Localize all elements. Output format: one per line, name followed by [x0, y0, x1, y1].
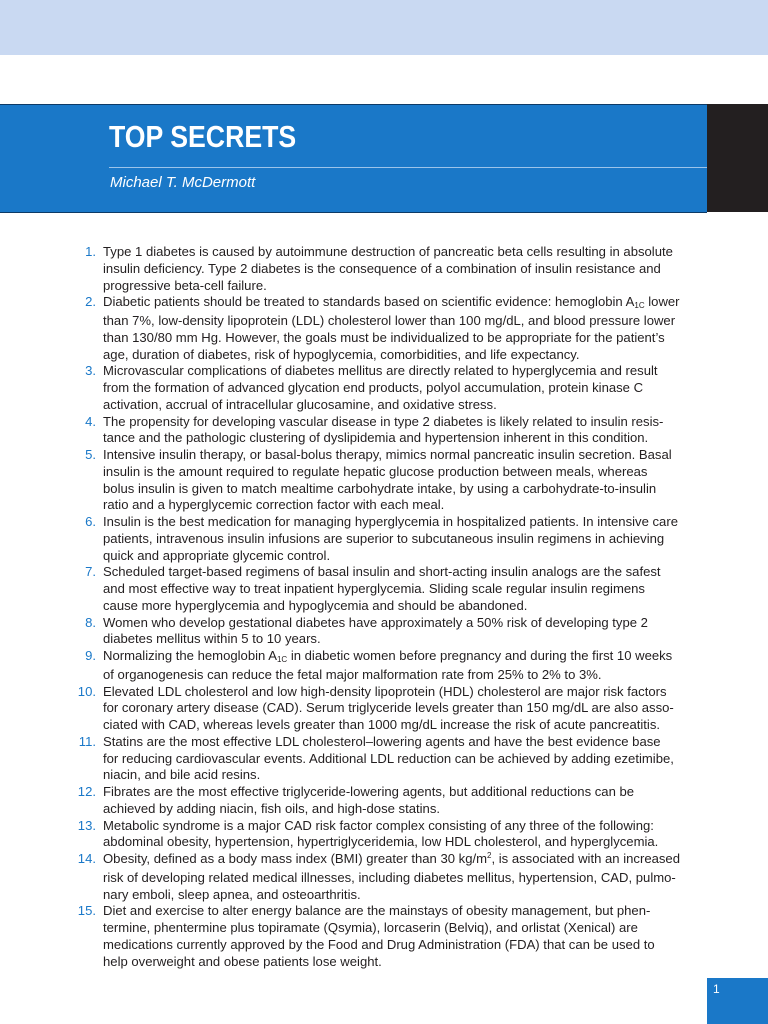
text-segment: and most effective way to treat inpatient hyperglycemia. Sliding scale regular insulin regimens — [103, 581, 645, 596]
text-segment: , is associated with an increased — [491, 851, 680, 866]
item-text-line — [103, 261, 712, 278]
text-segment: Women who develop gestational diabetes have approximately a 50% risk of developing type 2 — [103, 614, 648, 630]
item-number: 11. — [78, 733, 96, 749]
item-text-line — [103, 278, 712, 295]
list-item — [60, 244, 712, 294]
item-text-line — [103, 430, 712, 447]
item-text-line — [103, 447, 712, 464]
item-text-line — [103, 548, 712, 565]
text-segment: lower — [644, 294, 680, 310]
item-text-line — [103, 514, 712, 531]
chapter-banner — [0, 104, 707, 213]
text-segment: Microvascular complications of diabetes mellitus are directly related to hyperglycemia and result — [103, 363, 658, 379]
top-color-strip — [0, 0, 768, 55]
item-text-line — [103, 648, 712, 667]
text-segment: Insulin is the best medication for managing hyperglycemia in hospitalized patients. In intensive care — [103, 514, 678, 529]
item-text-line — [103, 397, 712, 414]
text-segment: termine, phentermine plus topiramate (Qsymia), lorcaserin (Belviq), and orlistat (Xenical) are — [103, 920, 638, 935]
text-segment: The propensity for developing vascular disease in type 2 diabetes is likely related to insulin resis- — [103, 413, 664, 429]
text-segment: for coronary artery disease (CAD). Serum triglyceride levels greater than 150 mg/dL are also asso- — [103, 700, 674, 716]
text-segment: cause more hyperglycemia and hypoglycemia and should be abandoned. — [103, 597, 528, 613]
item-number: 10. — [77, 683, 96, 699]
text-segment: quick and appropriate glycemic control. — [103, 547, 331, 563]
item-text-line — [103, 903, 712, 920]
item-text-line — [103, 667, 712, 684]
text-segment: nary emboli, sleep apnea, and osteoarthritis. — [103, 886, 361, 902]
subscript: 1C — [276, 655, 288, 664]
secrets-list — [60, 244, 712, 970]
superscript: 2 — [487, 851, 492, 860]
text-segment: Normalizing the hemoglobin A — [103, 648, 277, 663]
text-segment: Type 1 diabetes is caused by autoimmune destruction of pancreatic beta cells resulting in absolute — [103, 244, 673, 259]
text-segment: Diabetic patients should be treated to standards based on scientific evidence: hemoglobin A — [103, 294, 635, 310]
item-text-line — [103, 870, 712, 887]
text-segment: risk of developing related medical illnesses, including diabetes mellitus, hypertension, CAD, pulmo- — [103, 869, 676, 885]
item-number: 5. — [85, 447, 96, 462]
item-number: 15. — [77, 903, 96, 919]
item-number: 12. — [77, 784, 96, 799]
item-text-line — [103, 834, 712, 851]
item-number: 3. — [85, 363, 96, 379]
list-item — [60, 294, 712, 363]
item-number: 13. — [77, 817, 96, 833]
item-text-line — [103, 581, 712, 598]
text-segment: of organogenesis can reduce the fetal major malformation rate from 25% to 2% to 3%. — [103, 666, 602, 682]
text-segment: diabetes mellitus within 5 to 10 years. — [103, 631, 321, 647]
list-item — [60, 734, 712, 784]
text-segment: insulin deficiency. Type 2 diabetes is the consequence of a combination of insulin resistance and — [103, 260, 661, 276]
chapter-title: TOP SECRETS — [109, 119, 297, 154]
item-text-line — [103, 920, 712, 937]
text-segment: than 7%, low-density lipoprotein (LDL) cholesterol lower than 100 mg/dL, and blood pressure lower — [103, 313, 676, 328]
text-segment: Metabolic syndrome is a major CAD risk factor complex consisting of any three of the following: — [103, 817, 654, 833]
list-item — [60, 447, 712, 514]
text-segment: abdominal obesity, hypertension, hypertriglyceridemia, low HDL cholesterol, and hyperglycemia. — [103, 834, 659, 850]
list-item — [60, 784, 712, 818]
item-text-line — [103, 598, 712, 615]
item-text-line — [103, 734, 712, 751]
text-segment: Obesity, defined as a body mass index (BMI) greater than 30 kg/m — [103, 851, 488, 866]
item-text-line — [103, 937, 712, 954]
item-text-line — [103, 887, 712, 904]
title-divider — [109, 167, 707, 168]
item-text-line — [103, 380, 712, 397]
text-segment: insulin is the amount required to regulate hepatic glucose production between meals, whereas — [103, 463, 648, 479]
item-text-line — [103, 330, 712, 347]
list-item — [60, 414, 712, 448]
list-item — [60, 851, 712, 903]
list-item — [60, 514, 712, 564]
item-text-line — [103, 801, 712, 818]
item-text-line — [103, 751, 712, 768]
item-text-line — [103, 564, 712, 581]
text-segment: Elevated LDL cholesterol and low high-density lipoprotein (HDL) cholesterol are major risk factors — [103, 683, 667, 699]
text-segment: age, duration of diabetes, risk of hypoglycemia, comorbidities, and life expectancy. — [103, 346, 580, 362]
text-segment: activation, accrual of intracellular glucosamine, and oxidative stress. — [103, 396, 497, 412]
item-number: 7. — [85, 564, 96, 580]
item-text-line — [103, 684, 712, 701]
text-segment: bolus insulin is given to match mealtime carbohydrate intake, by using a carbohydrate-to-insulin — [103, 480, 657, 496]
text-segment: niacin, and bile acid resins. — [103, 767, 261, 783]
page-number-tab — [707, 978, 768, 1024]
item-text-line — [103, 631, 712, 648]
item-number: 14. — [77, 851, 96, 866]
item-number: 1. — [85, 244, 96, 259]
item-number: 9. — [85, 648, 96, 663]
text-segment: ratio and a hyperglycemic correction factor with each meal. — [103, 497, 445, 513]
list-item — [60, 684, 712, 734]
text-segment: patients, intravenous insulin infusions are superior to subcutaneous insulin regimens in achieving — [103, 530, 665, 546]
item-text-line — [103, 414, 712, 431]
item-text-line — [103, 851, 712, 870]
chapter-author: Michael T. McDermott — [110, 174, 256, 191]
text-segment: Statins are the most effective LDL cholesterol–lowering agents and have the best evidence base — [103, 733, 661, 749]
item-number: 4. — [85, 413, 96, 429]
text-segment: Intensive insulin therapy, or basal-bolus therapy, mimics normal pancreatic insulin secretion. Basal — [103, 447, 672, 462]
item-text-line — [103, 244, 712, 261]
item-number: 2. — [85, 294, 96, 310]
list-item — [60, 564, 712, 614]
item-text-line — [103, 717, 712, 734]
text-segment: medications currently approved by the Food and Drug Administration (FDA) that can be used to — [103, 936, 655, 952]
item-text-line — [103, 615, 712, 632]
text-segment: Fibrates are the most effective triglyceride-lowering agents, but additional reductions can be — [103, 784, 635, 799]
page-number: 1 — [713, 982, 720, 996]
text-segment: Diet and exercise to alter energy balance are the mainstays of obesity management, but phen- — [103, 903, 651, 919]
item-text-line — [103, 531, 712, 548]
list-item — [60, 818, 712, 852]
text-segment: in diabetic women before pregnancy and during the first 10 weeks — [287, 648, 673, 663]
list-item — [60, 615, 712, 649]
item-text-line — [103, 363, 712, 380]
text-segment: tance and the pathologic clustering of dyslipidemia and hypertension inherent in this condition. — [103, 430, 649, 446]
banner-dark-tab — [707, 104, 768, 212]
text-segment: than 130/80 mm Hg. However, the goals must be individualized to be appropriate for the patient’s — [103, 329, 665, 345]
text-segment: help overweight and obese patients lose weight. — [103, 953, 382, 969]
text-segment: progressive beta-cell failure. — [103, 277, 267, 293]
subscript: 1C — [634, 301, 645, 311]
item-text-line — [103, 464, 712, 481]
item-number: 6. — [85, 514, 96, 529]
item-text-line — [103, 700, 712, 717]
item-number: 8. — [85, 614, 96, 630]
list-item — [60, 648, 712, 684]
text-segment: ciated with CAD, whereas levels greater than 1000 mg/dL increase the risk of acute pancreatitis. — [103, 717, 661, 732]
item-text-line — [103, 767, 712, 784]
item-text-line — [103, 347, 712, 364]
text-segment: from the formation of advanced glycation end products, polyol accumulation, protein kinase C — [103, 380, 644, 395]
item-text-line — [103, 818, 712, 835]
item-text-line — [103, 497, 712, 514]
text-segment: achieved by adding niacin, fish oils, and high-dose statins. — [103, 800, 441, 816]
item-text-line — [103, 294, 712, 313]
list-item — [60, 903, 712, 970]
text-segment: Scheduled target-based regimens of basal insulin and short-acting insulin analogs are the safest — [103, 564, 661, 580]
item-text-line — [103, 313, 712, 330]
item-text-line — [103, 481, 712, 498]
text-segment: for reducing cardiovascular events. Additional LDL reduction can be achieved by adding ezetimibe, — [103, 750, 674, 766]
item-text-line — [103, 784, 712, 801]
item-text-line — [103, 954, 712, 971]
list-item — [60, 363, 712, 413]
